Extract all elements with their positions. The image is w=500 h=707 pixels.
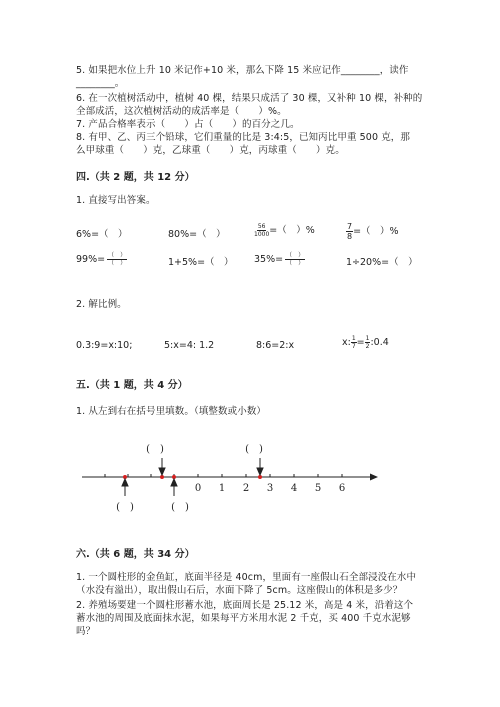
fraction-numerator: （ ） <box>286 252 305 259</box>
calc-99-percent <box>76 252 127 267</box>
proportion-4-equals: = <box>356 337 365 348</box>
section-4-q1: 1. 直接写出答案。 <box>76 195 156 206</box>
fraction-denominator: （ ） <box>286 260 305 267</box>
tick-label-0: 0 <box>194 483 202 494</box>
calc-frac-56-1000 <box>254 222 315 238</box>
up-arrows <box>122 479 177 496</box>
fraction-denominator: 7 <box>351 343 356 350</box>
section-4-title: 四.（共 2 题，共 12 分） <box>76 172 195 183</box>
number-line <box>0 430 500 520</box>
proportion-4-end: :0.4 <box>370 337 389 348</box>
proportion-4 <box>342 335 389 350</box>
calc-frac-56-1000-rest: =（ ）% <box>269 225 315 236</box>
tick-label-1: 1 <box>218 483 226 494</box>
proportion-4-x: x: <box>342 337 351 348</box>
section-5-title: 五.（共 1 题，共 4 分） <box>76 380 188 391</box>
calc-80-percent: 80%=（ ） <box>168 229 226 240</box>
tick-label-3: 3 <box>266 483 274 494</box>
fraction-denominator: 1000 <box>254 231 270 238</box>
problem-5-line1: 5. 如果把水位上升 10 米记作+10 米，那么下降 15 米应记作________，读作 <box>76 65 409 76</box>
calc-frac-7-8 <box>346 222 399 241</box>
fraction-numerator: （ ） <box>108 252 127 259</box>
fraction-numerator: 7 <box>347 222 353 231</box>
fraction-denominator: 8 <box>347 232 353 241</box>
section-6-title: 六.（共 6 题，共 34 分） <box>76 549 195 560</box>
tick-label-2: 2 <box>242 483 250 494</box>
calc-35-percent-label: 35%= <box>254 254 284 265</box>
calc-1-plus-5-percent: 1+5%=（ ） <box>168 257 234 268</box>
section-6-line3: 2. 养殖场要建一个圆柱形蓄水池，底面周长是 25.12 米，高是 4 米，沿着这个 <box>76 600 414 611</box>
fraction-numerator: 1 <box>365 335 370 342</box>
fraction-numerator: 56 <box>257 223 266 230</box>
calc-35-percent <box>254 252 305 267</box>
answer-paren-d: ( ) <box>245 444 263 455</box>
fraction-denominator: （ ） <box>108 260 127 267</box>
problem-8-line2: 么甲球重（ ）克，乙球重（ ）克，丙球重（ ）克。 <box>76 145 345 156</box>
proportion-3: 8:6=2:x <box>256 340 295 351</box>
problem-5-line2: ________。 <box>76 78 125 89</box>
problem-7: 7. 产品合格率表示（ ）占（ ）的百分之几。 <box>76 119 300 130</box>
section-6-line5: 吗？ <box>76 626 96 637</box>
down-arrows <box>159 458 263 475</box>
section-6-line2: （水没有溢出），取出假山石后，水面下降了 5cm。这座假山的体积是多少？ <box>76 585 403 596</box>
tick-label-4: 4 <box>290 483 298 494</box>
proportion-2: 5:x=4: 1.2 <box>164 340 215 351</box>
problem-6-line2: 全部成活，这次植树活动的成活率是（ ）%。 <box>76 106 287 117</box>
section-5-q1: 1. 从左到右在括号里填数。（填整数或小数） <box>76 406 267 417</box>
calc-6-percent: 6%=（ ） <box>76 229 128 240</box>
problem-8-line1: 8. 有甲、乙、丙三个铅球，它们重量的比是 3:4:5，已知丙比甲重 500 克，那 <box>76 132 411 143</box>
answer-fraction <box>107 252 127 267</box>
calc-frac-7-8-rest: =（ ）% <box>353 226 399 237</box>
problem-6-line1: 6. 在一次植树活动中，植树 40 棵，结果只成活了 30 棵，又补种 10 棵，补种的 <box>76 93 423 104</box>
section-4-q2: 2. 解比例。 <box>76 299 127 310</box>
tick-label-6: 6 <box>338 483 346 494</box>
number-line-arrowhead <box>370 474 378 481</box>
tick-label-5: 5 <box>314 483 322 494</box>
calc-99-percent-label: 99%= <box>76 254 106 265</box>
answer-paren-b: ( ) <box>146 444 164 455</box>
answer-paren-a: ( ) <box>116 502 134 513</box>
fraction-denominator: 2 <box>365 343 370 350</box>
fraction-56-1000 <box>254 223 269 238</box>
calc-1-div-20-percent: 1÷20%=（ ） <box>346 257 418 268</box>
answer-fraction <box>285 252 305 267</box>
fraction-numerator: 1 <box>351 335 356 342</box>
section-6-line1: 1. 一个圆柱形的金鱼缸，底面半径是 40cm，里面有一座假山石全部浸没在水中 <box>76 572 417 583</box>
section-6-line4: 蓄水池的周围及底面抹水泥，如果每平方米用水泥 2 千克，买 400 千克水泥够 <box>76 613 411 624</box>
proportion-1: 0.3:9=x:10; <box>76 340 133 351</box>
answer-paren-c: ( ) <box>171 502 189 513</box>
